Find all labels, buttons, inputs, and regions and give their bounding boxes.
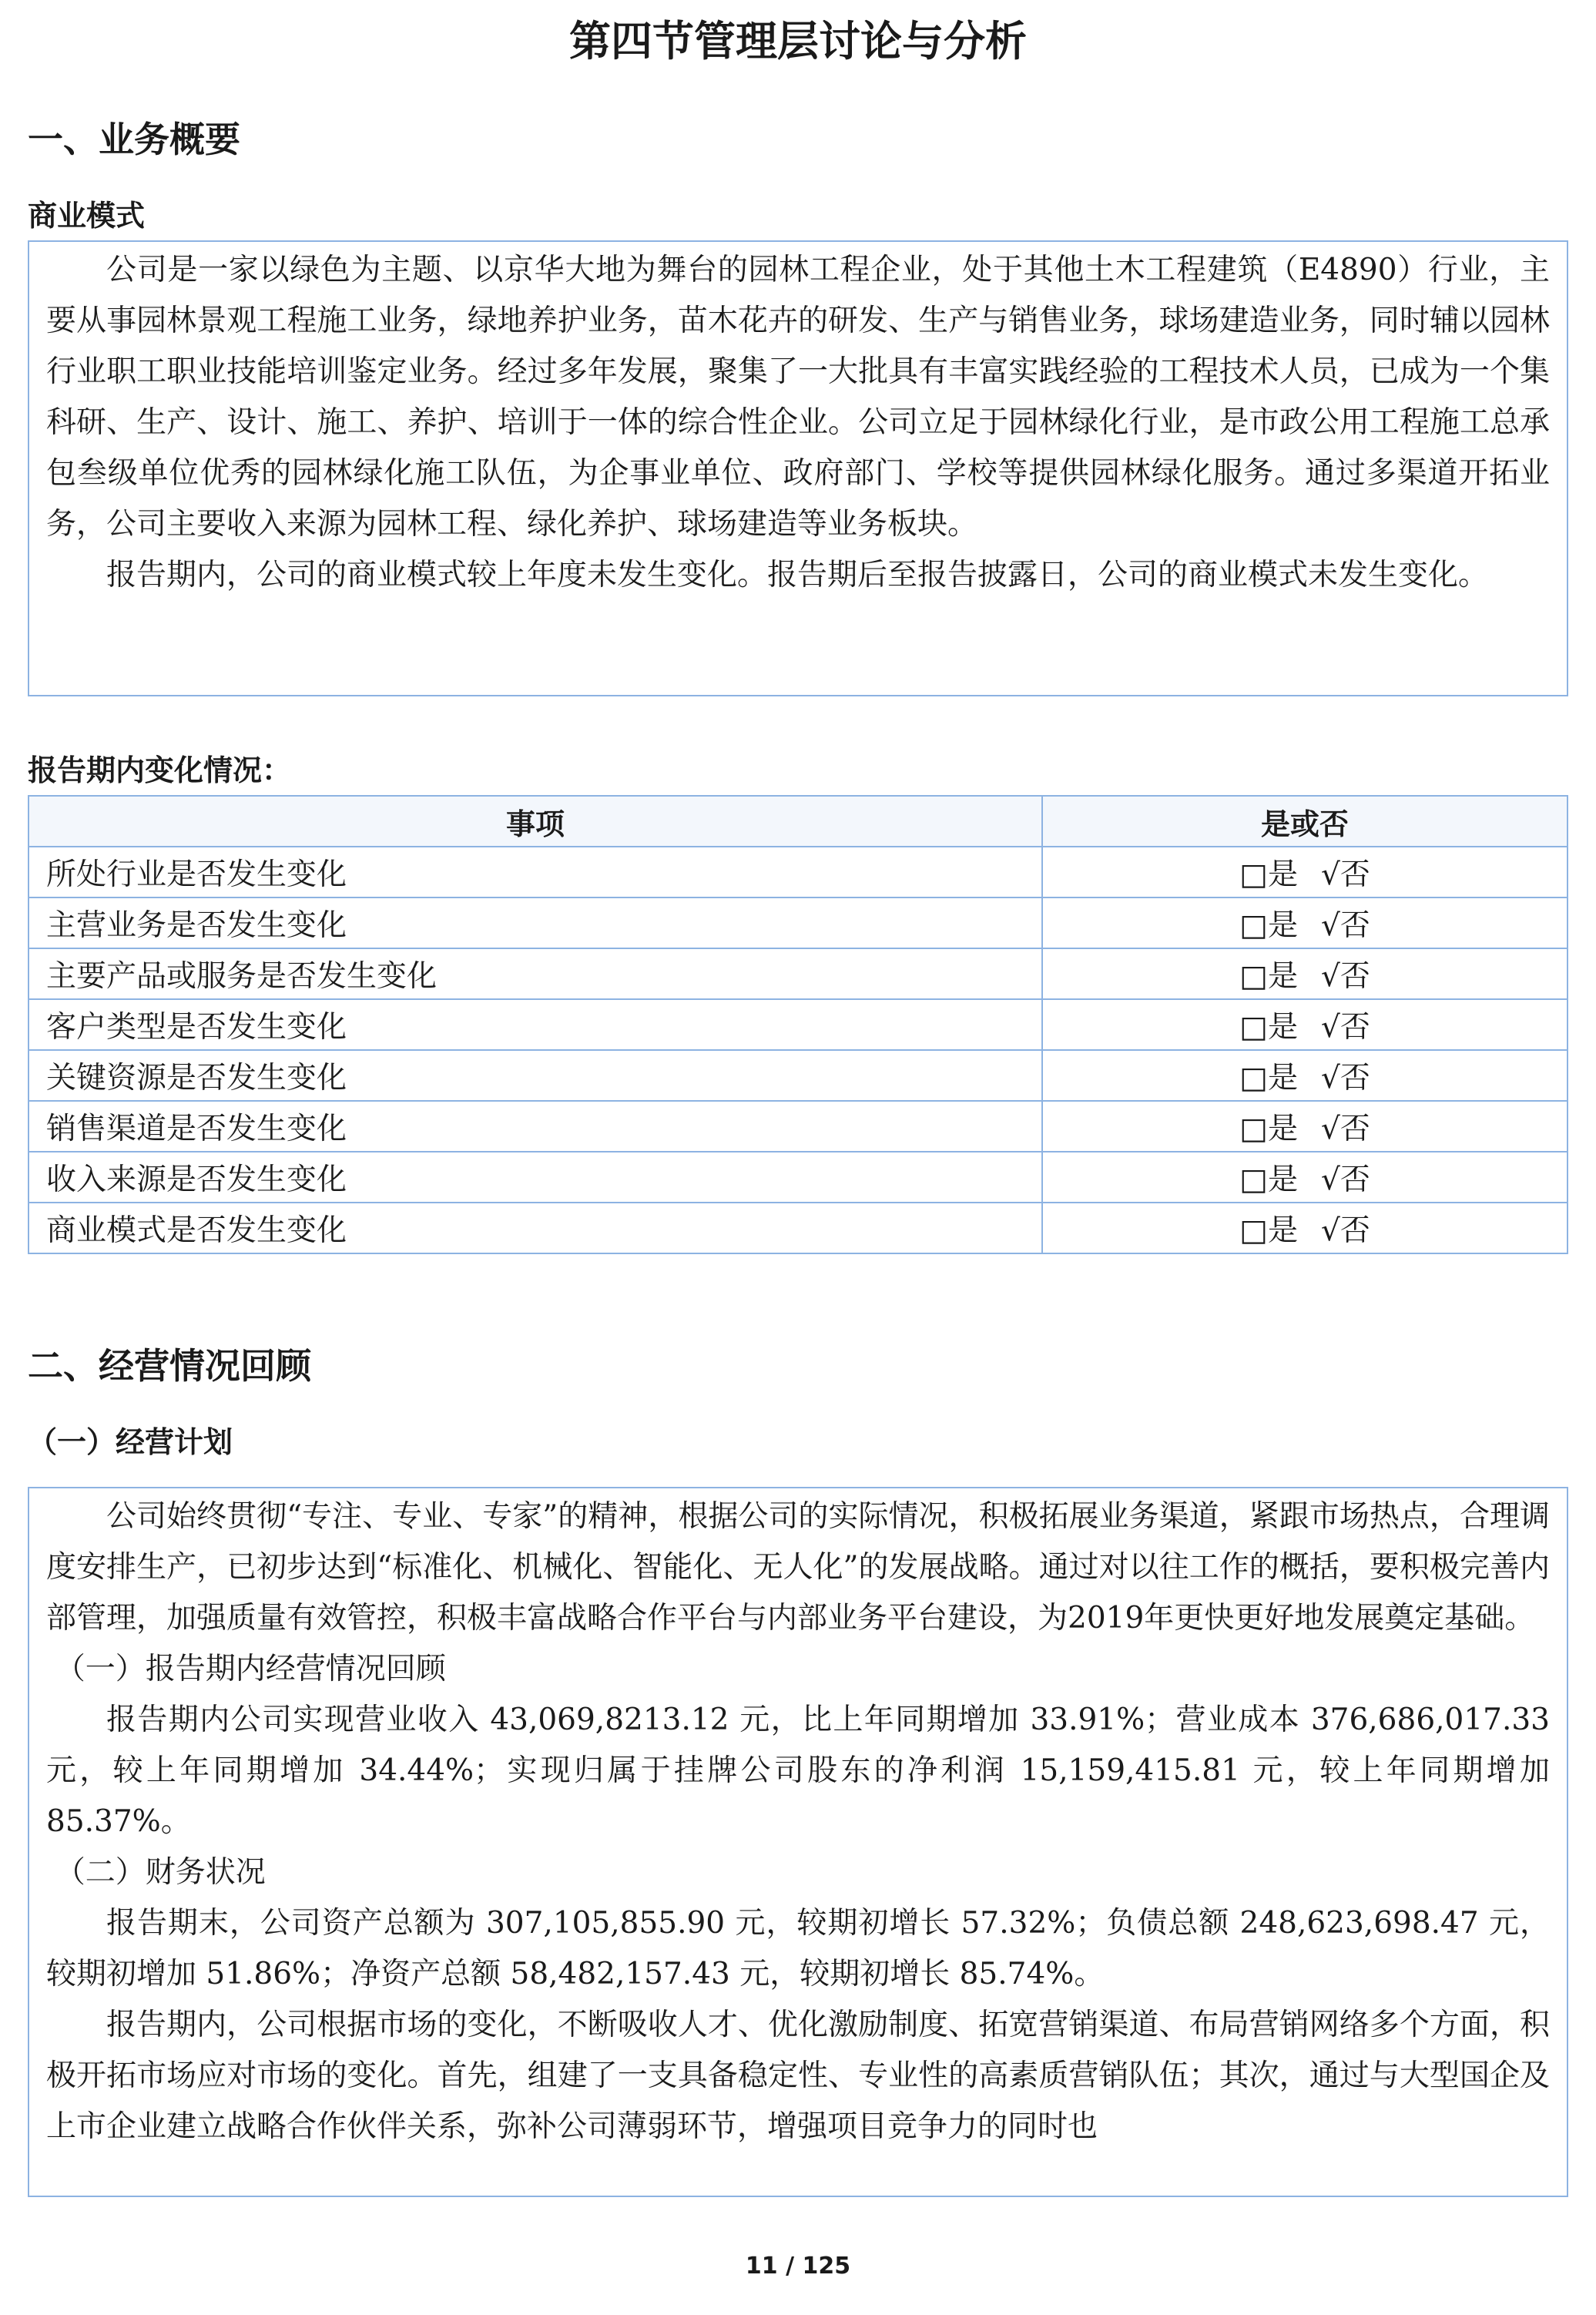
- yes-no-cell: [1042, 847, 1568, 897]
- column-header-yesno: 是或否: [1042, 796, 1568, 847]
- table-row: [28, 1152, 1568, 1203]
- no-checked-label: √否: [1321, 1213, 1370, 1248]
- changes-table: [28, 795, 1568, 1254]
- yes-checkbox-label: □是: [1239, 1010, 1298, 1045]
- row-item: 销售渠道是否发生变化: [28, 1101, 1042, 1152]
- no-checked-label: √否: [1321, 857, 1370, 892]
- yes-no-cell: [1042, 1152, 1568, 1203]
- yes-checkbox-label: □是: [1239, 1112, 1298, 1146]
- page-title: 第四节管理层讨论与分析: [569, 17, 1027, 65]
- yes-checkbox-label: □是: [1239, 857, 1298, 892]
- yes-no-cell: [1042, 999, 1568, 1050]
- column-header-item: 事项: [28, 796, 1042, 847]
- changes-heading: 报告期内变化情况：: [28, 753, 292, 787]
- yes-no-cell: [1042, 948, 1568, 999]
- section-heading-operations-review: 二、经营情况回顾: [28, 1345, 311, 1387]
- table-row: [28, 948, 1568, 999]
- row-item: 商业模式是否发生变化: [28, 1203, 1042, 1253]
- subheading-business-model: 商业模式: [28, 199, 146, 233]
- yes-checkbox-label: □是: [1239, 1163, 1298, 1197]
- no-checked-label: √否: [1321, 1163, 1370, 1197]
- plan-intro-paragraph: 公司始终贯彻“专注、专业、专家”的精神，根据公司的实际情况，积极拓展业务渠道，紧跟市场热点，合理调度安排生产，已初步达到“标准化、机械化、智能化、无人化”的发展战略。通过对以往工作的概括，要积极完善内部管理，加强质量有效管控，积极丰富战略合作平台与内部业务平台建设，为2019年更快更好地发展奠定基础。: [46, 1499, 1550, 1636]
- row-item: 客户类型是否发生变化: [28, 999, 1042, 1050]
- no-checked-label: √否: [1321, 959, 1370, 994]
- financial-status-heading: （二）财务状况: [55, 1855, 266, 1890]
- yes-checkbox-label: □是: [1239, 908, 1298, 943]
- business-model-paragraph: 公司是一家以绿色为主题、以京华大地为舞台的园林工程企业，处于其他土木工程建筑（E4890）行业，主要从事园林景观工程施工业务，绿地养护业务，苗木花卉的研发、生产与销售业务，球场建造业务，同时辅以园林行业职工职业技能培训鉴定业务。经过多年发展，聚集了一大批具有丰富实践经验的工程技术人员，已成为一个集科研、生产、设计、施工、养护、培训于一体的综合性企业。公司立足于园林绿化行业，是市政公用工程施工总承包叁级单位优秀的园林绿化施工队伍，为企事业单位、政府部门、学校等提供园林绿化服务。通过多渠道开拓业务，公司主要收入来源为园林工程、绿化养护、球场建造等业务板块。: [46, 253, 1550, 542]
- table-header-row: [28, 796, 1568, 847]
- no-checked-label: √否: [1321, 1061, 1370, 1095]
- yes-checkbox-label: □是: [1239, 1061, 1298, 1095]
- financial-status-paragraph: 报告期末，公司资产总额为 307,105,855.90 元，较期初增长 57.32%；负债总额 248,623,698.47 元，较期初增加 51.86%；净资产总额 58,482,157.43 元，较期初增长 85.74%。: [46, 1906, 1550, 1991]
- market-expansion-paragraph: 报告期内，公司根据市场的变化，不断吸收人才、优化激励制度、拓宽营销渠道、布局营销网络多个方面，积极开拓市场应对市场的变化。首先，组建了一支具备稳定性、专业性的高素质营销队伍；其次，通过与大型国企及上市企业建立战略合作伙伴关系，弥补公司薄弱环节，增强项目竞争力的同时也: [46, 2008, 1550, 2144]
- operating-review-paragraph: 报告期内公司实现营业收入 43,069,8213.12 元，比上年同期增加 33.91%；营业成本 376,686,017.33 元，较上年同期增加 34.44%；实现归属于挂牌公司股东的净利润 15,159,415.81 元，较上年同期增加 85.37%。: [46, 1703, 1550, 1839]
- table-row: [28, 847, 1568, 897]
- business-model-paragraph: 报告期内，公司的商业模式较上年度未发生变化。报告期后至报告披露日，公司的商业模式未发生变化。: [106, 558, 1489, 592]
- yes-no-cell: [1042, 1101, 1568, 1152]
- row-item: 关键资源是否发生变化: [28, 1050, 1042, 1101]
- row-item: 所处行业是否发生变化: [28, 847, 1042, 897]
- business-model-box: [28, 240, 1568, 696]
- business-plan-box: [28, 1487, 1568, 2197]
- row-item: 收入来源是否发生变化: [28, 1152, 1042, 1203]
- operating-review-heading: （一）报告期内经营情况回顾: [55, 1652, 446, 1686]
- table-row: [28, 1050, 1568, 1101]
- table-row: [28, 1101, 1568, 1152]
- page-number: 11 / 125: [745, 2253, 851, 2280]
- no-checked-label: √否: [1321, 1112, 1370, 1146]
- yes-checkbox-label: □是: [1239, 959, 1298, 994]
- table-row: [28, 897, 1568, 948]
- section-heading-business-overview: 一、业务概要: [28, 119, 240, 160]
- yes-no-cell: [1042, 1203, 1568, 1253]
- subheading-business-plan: （一）经营计划: [28, 1425, 233, 1459]
- table-row: [28, 1203, 1568, 1253]
- table-row: [28, 999, 1568, 1050]
- no-checked-label: √否: [1321, 1010, 1370, 1045]
- no-checked-label: √否: [1321, 908, 1370, 943]
- row-item: 主要产品或服务是否发生变化: [28, 948, 1042, 999]
- yes-checkbox-label: □是: [1239, 1213, 1298, 1248]
- row-item: 主营业务是否发生变化: [28, 897, 1042, 948]
- yes-no-cell: [1042, 897, 1568, 948]
- yes-no-cell: [1042, 1050, 1568, 1101]
